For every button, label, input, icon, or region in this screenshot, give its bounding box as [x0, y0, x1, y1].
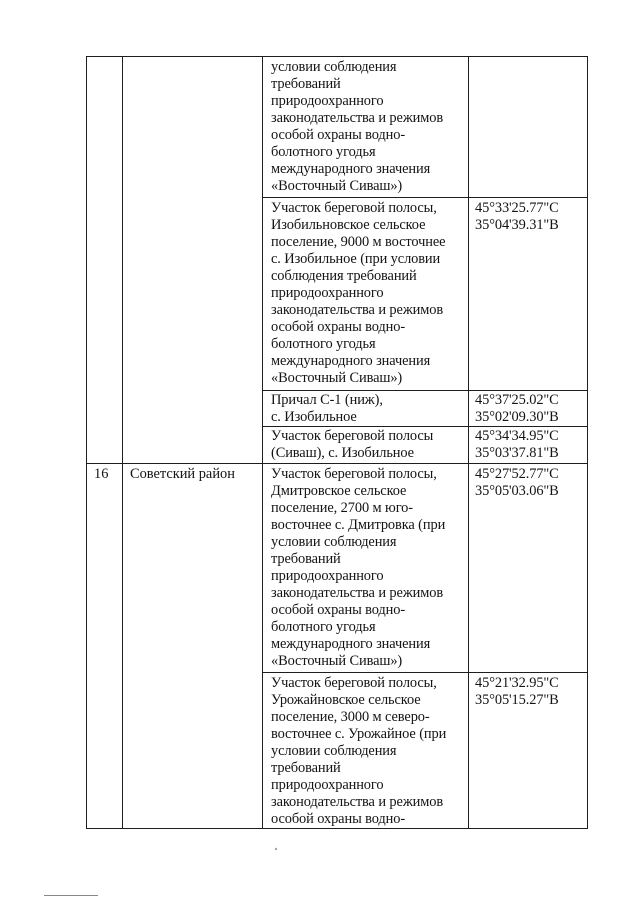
table-border-right: [587, 56, 588, 829]
location-description: условии соблюдения требований природоохранного законодательства и режимов особой охраны водно- болотного угодья международного значения «Восточный Сиваш»): [271, 59, 444, 194]
location-description: Участок береговой полосы, Изобильновское сельское поселение, 9000 м восточнее с. Изобильное (при условии соблюдения требований природоохранного законодательства и режимов особой охраны водно- болотного угодья международного значения «Восточный Сиваш»): [271, 200, 446, 386]
row-divider: [262, 672, 588, 673]
row-divider: [262, 390, 588, 391]
column-divider-district: [262, 56, 263, 829]
location-coordinates: 45°34'34.95"С 35°03'37.81"В: [475, 428, 559, 461]
column-divider-number: [122, 56, 123, 829]
location-description: Участок береговой полосы, Урожайновское сельское поселение, 3000 м северо- восточнее с. Урожайное (при условии соблюдения требований природоохранного законодательства и режимов особой охраны водно-: [271, 675, 447, 827]
location-coordinates: 45°21'32.95"С 35°05'15.27"В: [475, 675, 559, 708]
location-description: Участок береговой полосы, Дмитровское сельское поселение, 2700 м юго- восточнее с. Дмитровка (при условии соблюдения требований природоохранного законодательства и режимов особой охраны водно- болотного угодья международного значения «Восточный Сиваш»): [271, 466, 446, 669]
table-border-top: [86, 56, 588, 57]
district-name: Советский район: [130, 466, 235, 482]
table: [86, 56, 588, 829]
location-coordinates: 45°27'52.77"С 35°05'03.06"В: [475, 466, 559, 499]
footnote-rule: [44, 895, 98, 896]
row-divider-section: [86, 463, 588, 464]
table-border-bottom: [86, 828, 588, 829]
column-divider-description: [468, 56, 469, 829]
location-description: Причал С-1 (ниж), с. Изобильное: [271, 392, 383, 425]
location-description: Участок береговой полосы (Сиваш), с. Изобильное: [271, 428, 434, 461]
location-coordinates: 45°33'25.77"С 35°04'39.31"В: [475, 200, 559, 233]
table-border-left: [86, 56, 87, 829]
row-divider: [262, 197, 588, 198]
row-number: 16: [94, 466, 109, 482]
scan-speck: [275, 848, 278, 851]
location-coordinates: 45°37'25.02"С 35°02'09.30"В: [475, 392, 559, 425]
row-divider: [262, 426, 588, 427]
